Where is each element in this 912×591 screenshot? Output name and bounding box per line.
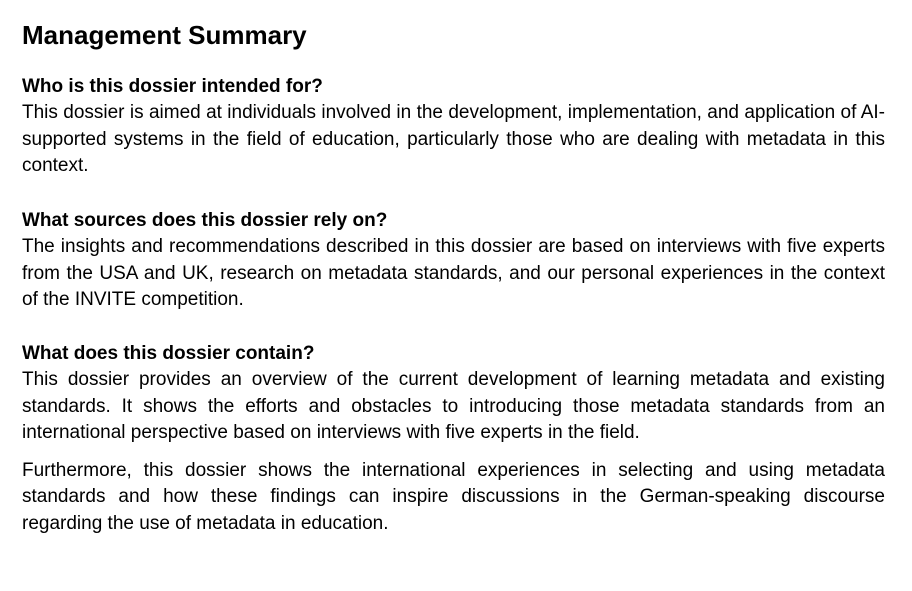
page-title: Management Summary [22, 20, 307, 50]
section-heading: What does this dossier contain? [22, 343, 315, 364]
section-sources [22, 208, 885, 314]
section-paragraph: This dossier is aimed at individuals involved in the development, implementation, and application of AI-supported systems in the field of education, particularly those who are dealing with metadata in this context. [22, 102, 885, 176]
section-contents [22, 341, 885, 537]
section-paragraph: Furthermore, this dossier shows the international experiences in selecting and using metadata standards and how these findings can inspire discussions in the German-speaking discourse regarding the use of metadata in education. [22, 459, 885, 534]
section-paragraph: The insights and recommendations described in this dossier are based on interviews with five experts from the USA and UK, research on metadata standards, and our personal experiences in the context of the INVITE competition. [22, 236, 885, 310]
section-intended-audience [22, 74, 885, 180]
section-heading: What sources does this dossier rely on? [22, 210, 388, 231]
section-heading: Who is this dossier intended for? [22, 76, 323, 97]
section-paragraph: This dossier provides an overview of the current development of learning metadata and existing standards. It shows the efforts and obstacles to introducing those metadata standards from an international perspective based on interviews with five experts in the field. [22, 369, 885, 443]
